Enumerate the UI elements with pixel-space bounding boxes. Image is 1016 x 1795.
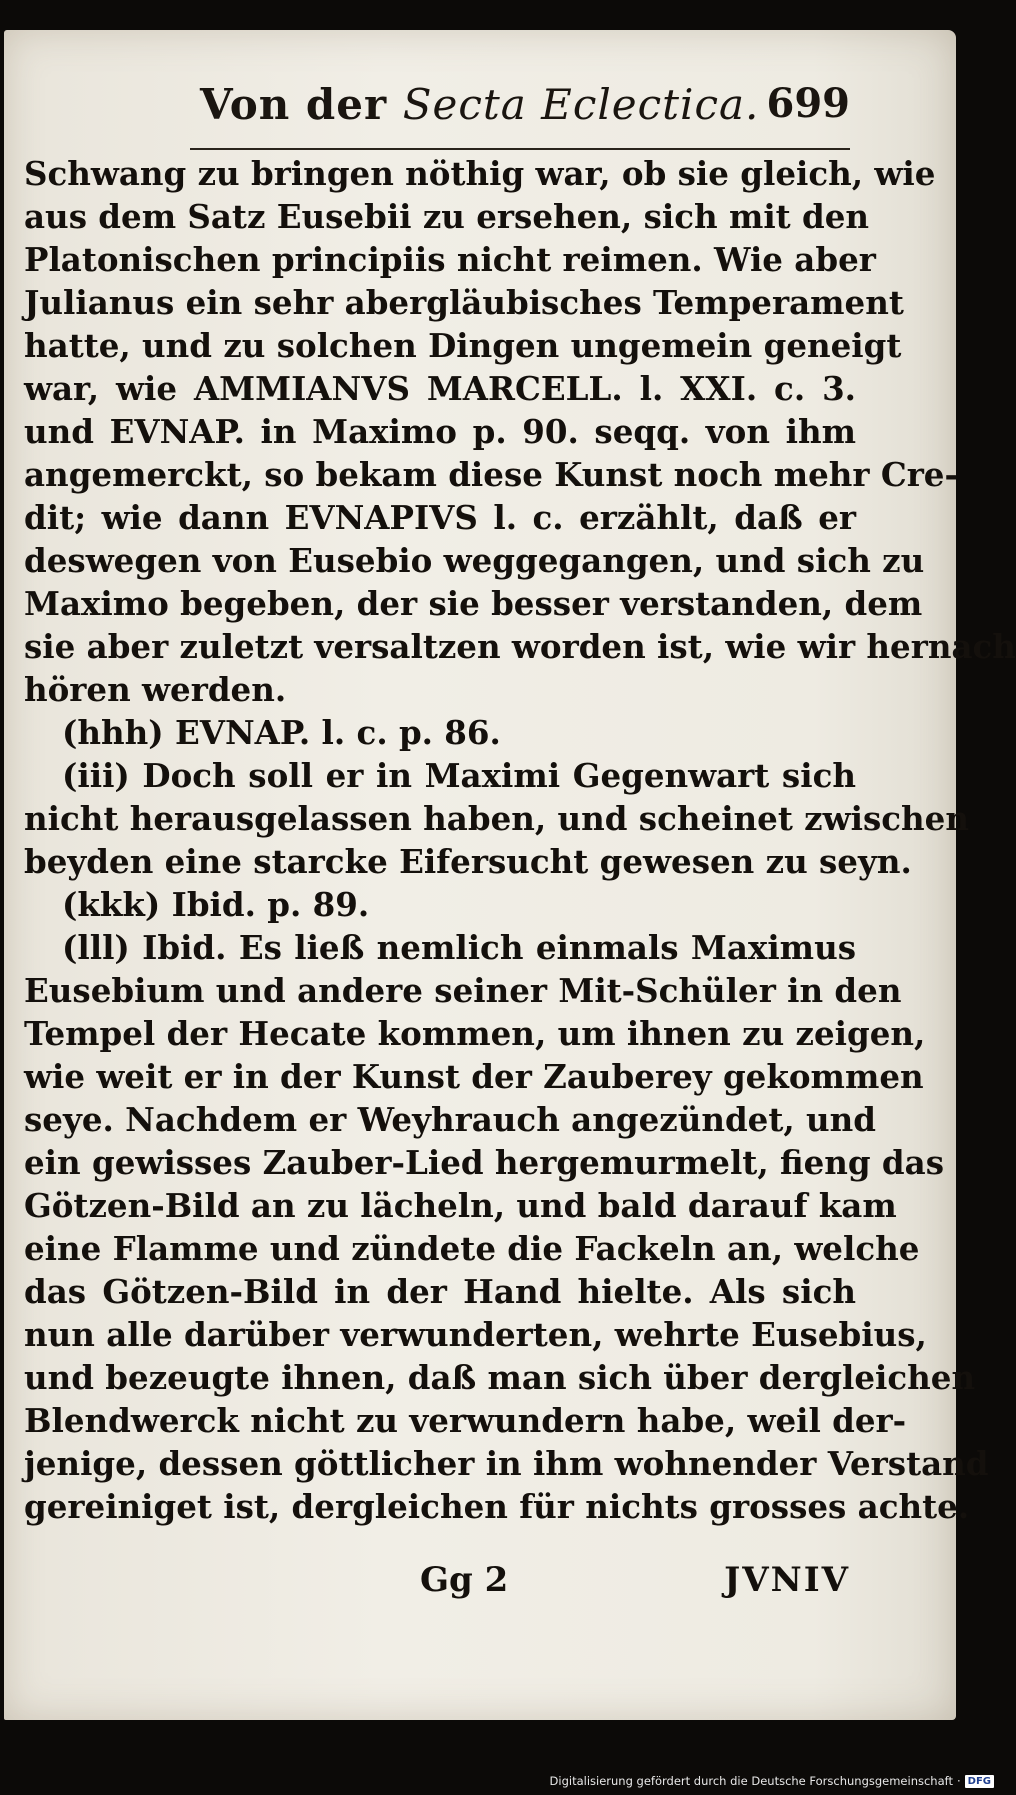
text-line: gereiniget ist, dergleichen für nichts grosses achte. (24, 1487, 970, 1526)
digitization-credit: Digitalisierung gefördert durch die Deutsche Forschungsgemeinschaft · DFG (550, 1773, 994, 1789)
text-line: (lll) Ibid. Es ließ nemlich einmals Maximus (62, 928, 856, 967)
running-title (200, 80, 759, 129)
credit-text: Digitalisierung gefördert durch die Deutsche Forschungsgemeinschaft (549, 1774, 953, 1788)
text-line: (hhh) EVNAP. l. c. p. 86. (62, 713, 501, 752)
text-line: deswegen von Eusebio weggegangen, und sich zu (24, 541, 925, 580)
text-line: seye. Nachdem er Weyhrauch angezündet, und (24, 1100, 876, 1139)
text-line: wie weit er in der Kunst der Zauberey gekommen (24, 1057, 924, 1096)
text-line: nicht herausgelassen haben, und scheinet zwischen (24, 799, 969, 838)
text-line: hören werden. (24, 670, 287, 709)
header-rule (190, 148, 850, 150)
footnote-kkk (24, 883, 856, 926)
text-line: Maximo begeben, der sie besser verstanden, dem (24, 584, 923, 623)
text-line: (iii) Doch soll er in Maximi Gegenwart sich (62, 756, 856, 795)
footnote-lll (24, 926, 989, 1528)
text-line: nun alle darüber verwunderten, wehrte Eusebius, (24, 1315, 927, 1354)
text-line: das Götzen-Bild in der Hand hielte. Als sich (24, 1272, 856, 1311)
text-line: dit; wie dann EVNAPIVS l. c. erzählt, daß er (24, 498, 856, 537)
text-line: Tempel der Hecate kommen, um ihnen zu zeigen, (24, 1014, 926, 1053)
text-line: Julianus ein sehr abergläubisches Temperament (24, 283, 904, 322)
dfg-logo-icon: DFG (965, 1775, 994, 1788)
text-line: aus dem Satz Eusebii zu ersehen, sich mit den (24, 197, 870, 236)
catchword: JVNIV (724, 1560, 850, 1600)
page-number: 699 (766, 80, 850, 127)
text-line: hatte, und zu solchen Dingen ungemein geneigt (24, 326, 902, 365)
running-title-german: Von der (200, 80, 388, 129)
footnote-iii (24, 754, 969, 883)
text-line: eine Flamme und zündete die Fackeln an, welche (24, 1229, 920, 1268)
text-line: Schwang zu bringen nöthig war, ob sie gleich, wie (24, 154, 936, 193)
text-line: und bezeugte ihnen, daß man sich über dergleichen (24, 1358, 976, 1397)
running-title-latin: Secta Eclectica. (402, 80, 760, 129)
text-line: Eusebium und andere seiner Mit-Schüler in den (24, 971, 902, 1010)
text-line: ein gewisses Zauber-Lied hergemurmelt, fieng das (24, 1143, 944, 1182)
footnote-hhh (24, 711, 856, 754)
text-line: und EVNAP. in Maximo p. 90. seqq. von ihm (24, 412, 856, 451)
text-line: angemerckt, so bekam diese Kunst noch mehr Cre- (24, 455, 958, 494)
text-line: (kkk) Ibid. p. 89. (62, 885, 370, 924)
text-line: sie aber zuletzt versaltzen worden ist, wie wir hernach (24, 627, 1016, 666)
text-line: jenige, dessen göttlicher in ihm wohnender Verstand (24, 1444, 989, 1483)
page-footer (420, 1560, 850, 1610)
text-line: Blendwerck nicht zu verwundern habe, weil der- (24, 1401, 907, 1440)
text-line: Platonischen principiis nicht reimen. Wie aber (24, 240, 876, 279)
text-line: war, wie AMMIANVS MARCELL. l. XXI. c. 3. (24, 369, 856, 408)
signature-mark: Gg 2 (420, 1560, 509, 1600)
paragraph-main (24, 152, 1016, 711)
text-line: beyden eine starcke Eifersucht gewesen zu seyn. (24, 842, 912, 881)
page-header (190, 62, 850, 142)
page-body (24, 152, 1016, 1528)
text-line: Götzen-Bild an zu lächeln, und bald darauf kam (24, 1186, 897, 1225)
